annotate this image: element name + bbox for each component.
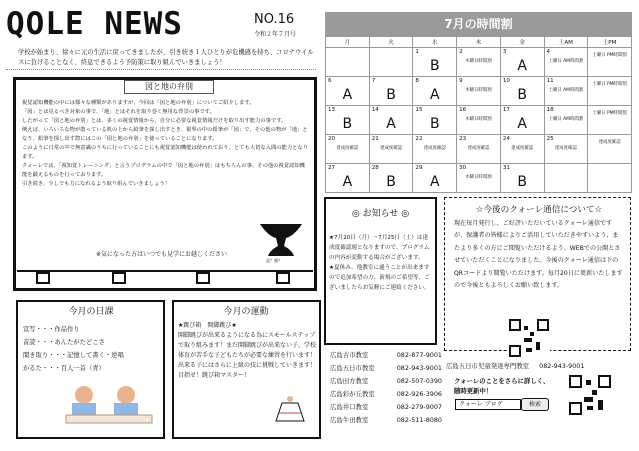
chair-icon bbox=[36, 272, 50, 284]
exercise-title: 今月の運動 bbox=[223, 307, 269, 317]
chair-icon bbox=[112, 272, 126, 284]
classroom-row bbox=[330, 375, 442, 388]
class-type-label: A bbox=[386, 116, 396, 132]
schedule-note: 土曜日 AM時間割 bbox=[548, 59, 584, 64]
timetable-cell bbox=[413, 135, 457, 164]
classroom-name: 広島古市教室 bbox=[330, 351, 369, 359]
day-number: 28 bbox=[371, 165, 379, 171]
timetable-cell bbox=[544, 106, 588, 135]
schedule-item: 聞き取り・・・記憶して書く・逆唱 bbox=[23, 352, 124, 359]
dev-center-tel: 082-943-9001 bbox=[539, 362, 585, 370]
timetable-cell bbox=[588, 135, 632, 164]
day-number: 6 bbox=[328, 78, 332, 84]
class-type-label: B bbox=[517, 87, 527, 103]
class-type-label: A bbox=[342, 174, 353, 190]
timetable-header: 月 bbox=[326, 37, 370, 48]
timetable-row bbox=[326, 106, 632, 135]
day-number: 16 bbox=[459, 107, 467, 113]
timetable-cell bbox=[500, 164, 544, 193]
timetable-cell bbox=[326, 106, 370, 135]
timetable-cell bbox=[588, 164, 632, 193]
timetable-header: 水 bbox=[413, 37, 457, 48]
exercise-body: ★跳び箱 開脚跳び★ 開脚跳びが出来るようになる為にスモールステップで取り組みます！まだ開脚跳びが出来ない子、学校体育が苦手な子どもたちが必要な練習を行います！ 出来る子にはさらに上級の技に挑戦していきます！ 目指せ！跳び箱マスター！ bbox=[178, 322, 317, 379]
word-paragraph: クォーレでは、「視知覚トレーニング」と言うプログラムの中で「図と地の弁別」はもちろんの事、その他の視覚認知機能を鍛えるものを行っております。 bbox=[22, 163, 305, 178]
schedule-note: 土曜日 AM時間割 bbox=[548, 117, 584, 122]
timetable-header: 土AM bbox=[544, 37, 588, 48]
day-number: 13 bbox=[328, 107, 336, 113]
blog-promo-line: 随時更新中！ bbox=[454, 387, 493, 395]
timetable-cell bbox=[413, 164, 457, 193]
classroom-name: 広島五日市教室 bbox=[330, 364, 375, 372]
figure-caption: 盃？顔？ bbox=[266, 258, 282, 263]
schedule-note: 達成度確認 bbox=[467, 146, 490, 151]
timetable-cell bbox=[369, 135, 413, 164]
classroom-row bbox=[330, 349, 442, 362]
class-type-label: A bbox=[342, 87, 353, 103]
timetable-cell bbox=[369, 77, 413, 106]
blog-search-button[interactable]: 検索 bbox=[521, 398, 549, 411]
day-number: 10 bbox=[502, 78, 510, 84]
timetable-cell bbox=[544, 164, 588, 193]
class-type-label: B bbox=[429, 58, 440, 74]
timetable-cell bbox=[413, 48, 457, 77]
newsletter-title: ☆今後のクォーレ通信について☆ bbox=[475, 205, 603, 215]
timetable-cell bbox=[457, 164, 501, 193]
classroom-tel: 082-511-8080 bbox=[396, 416, 442, 424]
timetable-cell bbox=[369, 164, 413, 193]
word-paragraph: 引き続き、少しでも力になれるよう取り組んでいきましょう！ bbox=[22, 181, 171, 187]
classroom-name: 広島井口教室 bbox=[330, 403, 369, 411]
classroom-row bbox=[330, 362, 442, 375]
qr-code[interactable] bbox=[508, 318, 550, 358]
word-panel-title: 図と地の弁別 bbox=[124, 80, 214, 94]
timetable-cell bbox=[500, 48, 544, 77]
word-paragraph: 例えば、いろいろな物が散っている机の上から鉛筆を探し出すとき、視界の中の鉛筆が「図」で、その他の物が「地」となり、鉛筆を探し出す際にはこの「図と地の弁別」を使っていることになります。 bbox=[22, 127, 308, 142]
class-type-label: B bbox=[386, 87, 396, 103]
schedule-list bbox=[23, 323, 124, 375]
timetable-row bbox=[326, 135, 632, 164]
class-type-label: B bbox=[386, 174, 396, 190]
masthead-title: QOLE NEWS bbox=[6, 6, 183, 42]
timetable-cell bbox=[413, 106, 457, 135]
timetable-cell bbox=[588, 106, 632, 135]
blog-promo bbox=[454, 376, 549, 396]
schedule-note: 木曜日時間割 bbox=[465, 59, 492, 64]
schedule-item: かるた・・・百人一首（青） bbox=[23, 365, 105, 372]
schedule-item: 音読・・・あんたがたどこさ bbox=[23, 339, 105, 346]
classroom-row bbox=[330, 414, 442, 427]
day-number: 22 bbox=[415, 136, 423, 142]
day-number: 24 bbox=[502, 136, 510, 142]
day-number: 17 bbox=[502, 107, 510, 113]
day-number: 18 bbox=[546, 107, 554, 113]
class-type-label: A bbox=[517, 116, 527, 132]
schedule-note: 達成度確認 bbox=[423, 146, 446, 151]
day-number: 23 bbox=[459, 136, 467, 142]
timetable-cell bbox=[326, 77, 370, 106]
timetable-cell bbox=[588, 77, 632, 106]
word-paragraph: したがって「図と地の弁別」とは、多くの視覚情報から、自分に必要な視覚情報だけを取り出す能力の事です。 bbox=[22, 118, 287, 124]
word-paragraph: このように日常の中で無意識のうちに行っていることにも視覚認知機能は使われており、とても大切な入間の能力となります。 bbox=[22, 145, 309, 160]
classroom-name: 広島田方教室 bbox=[330, 377, 369, 385]
header-divider bbox=[6, 69, 316, 70]
schedule-note: 土曜日 PM時間割 bbox=[592, 53, 627, 58]
schedule-item: 宣写・・・作品作り bbox=[23, 326, 80, 333]
notice-body: ★7月20日（月）〜7月25日（土）は達成度確認週となりますので、プログラムの内容が変動する場合がございます。 ★夏休み、他教室に通うことが出来ますので追加希望の方、新規のご希望等、ございましたらお気軽にご連絡ください。 bbox=[329, 235, 430, 291]
blog-search-input[interactable]: クォーレ ブログ bbox=[455, 399, 521, 410]
timetable-cell bbox=[500, 135, 544, 164]
timetable-cell bbox=[326, 164, 370, 193]
notice-title: ◎ お知らせ ◎ bbox=[351, 209, 410, 219]
timetable-cell bbox=[588, 48, 632, 77]
schedule-note: 木曜日時間割 bbox=[465, 175, 492, 180]
newsletter-body: 現在毎月発行し、ご好評いただいているクォーレ通信ですが、保護者の皆様によりご活用していただきやすいよう、またより多くの方にご閲覧いただけるよう、WEBでの公開とさせていただくことになりました。今後のクォーレ通信は下のQRコードより閲覧いただけます。毎月20日に更新いたしますので今後ともよろしくお願い致します。 bbox=[454, 220, 623, 290]
class-type-label: A bbox=[517, 58, 527, 74]
timetable-cell bbox=[500, 77, 544, 106]
intro-text: 学校が始まり、徐々に元の生活に戻ってきましたが、引き続き１人ひとりが危機感を持ち、コロナウイルスに負けることなく、終息できるよう予防策に取り組んでいきましょう！ bbox=[18, 49, 314, 66]
schedule-note: 土曜日 AM時間割 bbox=[548, 88, 584, 93]
classroom-name: 広島牛田教室 bbox=[330, 416, 369, 424]
schedule-note: 達成度確認 bbox=[598, 140, 621, 145]
day-number: 15 bbox=[415, 107, 423, 113]
classroom-tel: 082-926-3906 bbox=[396, 390, 442, 398]
class-type-label: A bbox=[429, 174, 440, 190]
class-type-label: B bbox=[517, 174, 527, 190]
schedule-note: 木曜日時間割 bbox=[465, 88, 492, 93]
stage-floor bbox=[17, 270, 313, 287]
day-number: 11 bbox=[546, 78, 554, 84]
timetable-cell bbox=[544, 77, 588, 106]
day-number: 20 bbox=[328, 136, 336, 142]
children-studying-illustration bbox=[62, 383, 158, 429]
word-paragraph: 視覚認知機能の中には様々な種類がありますが、今回は「図と地の弁別」についてご紹介します。 bbox=[22, 100, 255, 106]
timetable-cell bbox=[457, 48, 501, 77]
dev-center-contact bbox=[446, 361, 631, 370]
schedule-note: 木曜日時間割 bbox=[465, 117, 492, 122]
chair-icon bbox=[276, 272, 290, 284]
dev-center-name: 広島五日市児童発達専門教室 bbox=[446, 362, 530, 370]
timetable-row bbox=[326, 48, 632, 77]
day-number: 7 bbox=[371, 78, 376, 84]
class-type-label: A bbox=[429, 87, 440, 103]
rubin-vase-illustration bbox=[258, 222, 304, 258]
schedule-note: 土曜日 PM時間割 bbox=[592, 111, 627, 116]
schedule-note: 達成度確認 bbox=[380, 146, 403, 151]
word-panel-footer: ※気になった方はいつでも見学にお越しください bbox=[96, 251, 228, 258]
day-number: 4 bbox=[546, 49, 551, 55]
timetable-cell bbox=[369, 48, 413, 77]
class-type-label: B bbox=[342, 116, 353, 132]
timetable-cell bbox=[413, 77, 457, 106]
timetable-cell bbox=[369, 106, 413, 135]
schedule-note: 達成度確認 bbox=[511, 146, 534, 151]
day-number: 2 bbox=[459, 49, 463, 55]
day-number: 21 bbox=[371, 136, 379, 142]
timetable-cell bbox=[326, 135, 370, 164]
classroom-row bbox=[330, 401, 442, 414]
day-number: 8 bbox=[415, 78, 419, 84]
issue-number: NO.16 bbox=[254, 12, 295, 27]
day-number: 31 bbox=[502, 165, 510, 171]
timetable-row bbox=[326, 77, 632, 106]
classroom-tel: 082-507-0390 bbox=[396, 377, 442, 385]
schedule-note: 土曜日 PM時間割 bbox=[592, 82, 627, 87]
timetable-cell bbox=[457, 135, 501, 164]
issue-date: 令和２年７月号 bbox=[254, 31, 297, 38]
class-type-label: B bbox=[429, 116, 440, 132]
timetable-cell bbox=[457, 77, 501, 106]
schedule-note: 達成度確認 bbox=[554, 146, 577, 151]
timetable-header: 木 bbox=[457, 37, 501, 48]
word-paragraph: 「図」とは見るべき対象の事で、「地」とはそれを取り巻く無用な背景の事です。 bbox=[22, 109, 215, 115]
classroom-tel: 082-279-9007 bbox=[396, 403, 442, 411]
schedule-title: 今月の日課 bbox=[68, 307, 114, 317]
timetable-header: 土PM bbox=[588, 37, 632, 48]
timetable-cell bbox=[544, 48, 588, 77]
timetable-cell bbox=[457, 106, 501, 135]
classroom-tel: 082-943-9001 bbox=[396, 364, 442, 372]
day-number: 27 bbox=[328, 165, 336, 171]
timetable-row bbox=[326, 164, 632, 193]
timetable-header: 金 bbox=[500, 37, 544, 48]
timetable-cell bbox=[544, 135, 588, 164]
timetable-title: 7月の時間割 bbox=[325, 12, 632, 36]
chair-icon bbox=[196, 272, 210, 284]
day-number: 1 bbox=[415, 49, 419, 55]
day-number: 14 bbox=[371, 107, 379, 113]
vaulting-box-illustration bbox=[272, 395, 308, 423]
timetable bbox=[325, 36, 632, 193]
classroom-row bbox=[330, 388, 442, 401]
timetable-cell bbox=[500, 106, 544, 135]
classroom-tel: 082-877-9001 bbox=[396, 351, 442, 359]
day-number: 3 bbox=[502, 49, 507, 55]
day-number: 9 bbox=[459, 78, 463, 84]
blog-promo-line: クォーレのことをさらに詳しく、 bbox=[454, 377, 550, 385]
classroom-list bbox=[330, 349, 442, 427]
classroom-name: 広島彩が丘教室 bbox=[330, 390, 375, 398]
day-number: 30 bbox=[459, 165, 467, 171]
blog-qr-code[interactable] bbox=[568, 374, 612, 416]
timetable-header: 火 bbox=[369, 37, 413, 48]
word-panel-body bbox=[22, 99, 310, 189]
timetable-cell bbox=[326, 48, 370, 77]
schedule-note: 達成度確認 bbox=[336, 146, 359, 151]
day-number: 29 bbox=[415, 165, 423, 171]
day-number: 25 bbox=[546, 136, 554, 142]
